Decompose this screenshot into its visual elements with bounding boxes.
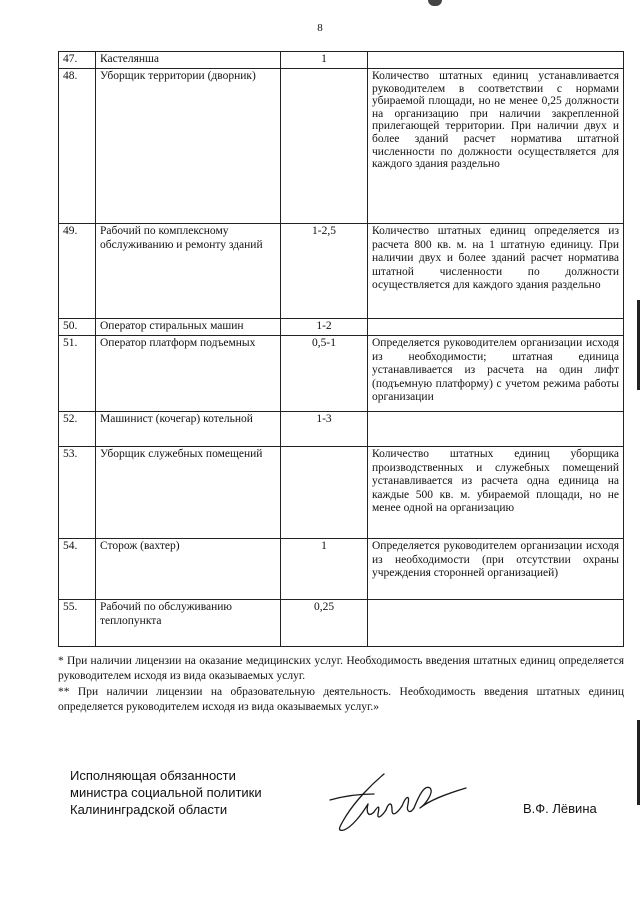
row-number: 52. — [59, 412, 96, 447]
row-number: 49. — [59, 224, 96, 319]
row-number: 54. — [59, 539, 96, 600]
row-number: 53. — [59, 447, 96, 539]
staff-quantity — [281, 69, 368, 224]
staff-quantity — [281, 447, 368, 539]
row-note — [368, 52, 624, 69]
signatory-title — [70, 767, 290, 818]
staff-quantity: 0,5-1 — [281, 336, 368, 412]
staff-quantity: 1-2,5 — [281, 224, 368, 319]
row-note: Количество штатных единиц уборщика производственных и служебных помещений устанавливается из расчета одна единица на каждые 500 кв. м. убираемой площади, но не менее одной на организацию — [368, 447, 624, 539]
handwritten-signature — [322, 770, 472, 840]
staffing-table — [58, 51, 624, 647]
staff-quantity: 1 — [281, 539, 368, 600]
row-number: 51. — [59, 336, 96, 412]
footnote-medical: * При наличии лицензии на оказание медицинских услуг. Необходимость введения штатных единиц определяется руководителем исходя из вида оказываемых услуг. — [58, 655, 624, 682]
table-row — [59, 224, 624, 319]
scan-artifact — [428, 0, 442, 6]
row-note: Определяется руководителем организации исходя из необходимости (при отсутствии охраны учреждения сторонней организацией) — [368, 539, 624, 600]
position-name: Уборщик служебных помещений — [96, 447, 281, 539]
row-note: Определяется руководителем организации исходя из необходимости; штатная единица устанавливается из расчета на один лифт (подъемную платформу) с учетом режима работы организации — [368, 336, 624, 412]
row-note: Количество штатных единиц устанавливается руководителем в соответствии с нормами убираемой площади, но не менее 0,25 должности на организацию при наличии закрепленной прилегающей территории. При наличии двух и более зданий расчет норматива штатной численности по должности осуществляется для каждого здания раздельно — [368, 69, 624, 224]
staff-quantity: 1-2 — [281, 319, 368, 336]
position-name: Уборщик территории (дворник) — [96, 69, 281, 224]
staff-quantity: 1-3 — [281, 412, 368, 447]
staff-quantity: 0,25 — [281, 600, 368, 647]
table-row — [59, 336, 624, 412]
signatory-title-line: Калининградской области — [70, 802, 228, 817]
table-row — [59, 539, 624, 600]
row-note — [368, 319, 624, 336]
position-name: Оператор платформ подъемных — [96, 336, 281, 412]
position-name: Рабочий по комплексному обслуживанию и ремонту зданий — [96, 224, 281, 319]
row-number: 48. — [59, 69, 96, 224]
table-row — [59, 52, 624, 69]
table-row — [59, 600, 624, 647]
position-name: Машинист (кочегар) котельной — [96, 412, 281, 447]
table-row — [59, 69, 624, 224]
position-name: Оператор стиральных машин — [96, 319, 281, 336]
staff-quantity: 1 — [281, 52, 368, 69]
row-note — [368, 600, 624, 647]
signatory-name: В.Ф. Лёвина — [523, 801, 597, 816]
table-row — [59, 412, 624, 447]
row-number: 47. — [59, 52, 96, 69]
footnotes — [58, 654, 624, 716]
signatory-title-line: министра социальной политики — [70, 785, 262, 800]
signatory-title-line: Исполняющая обязанности — [70, 768, 236, 783]
position-name: Рабочий по обслуживанию теплопункта — [96, 600, 281, 647]
row-note: Количество штатных единиц определяется из расчета 800 кв. м. на 1 штатную единицу. При наличии двух и более зданий расчет норматива штатной численности по должности осуществляется для каждого здания раздельно — [368, 224, 624, 319]
row-number: 50. — [59, 319, 96, 336]
row-number: 55. — [59, 600, 96, 647]
row-note — [368, 412, 624, 447]
footnote-education: ** При наличии лицензии на образовательную деятельность. Необходимость введения штатных единиц определяется руководителем исходя из вида оказываемых услуг.» — [58, 686, 624, 713]
table-row — [59, 447, 624, 539]
page-number: 8 — [317, 22, 323, 34]
position-name: Сторож (вахтер) — [96, 539, 281, 600]
position-name: Кастелянша — [96, 52, 281, 69]
table-row — [59, 319, 624, 336]
